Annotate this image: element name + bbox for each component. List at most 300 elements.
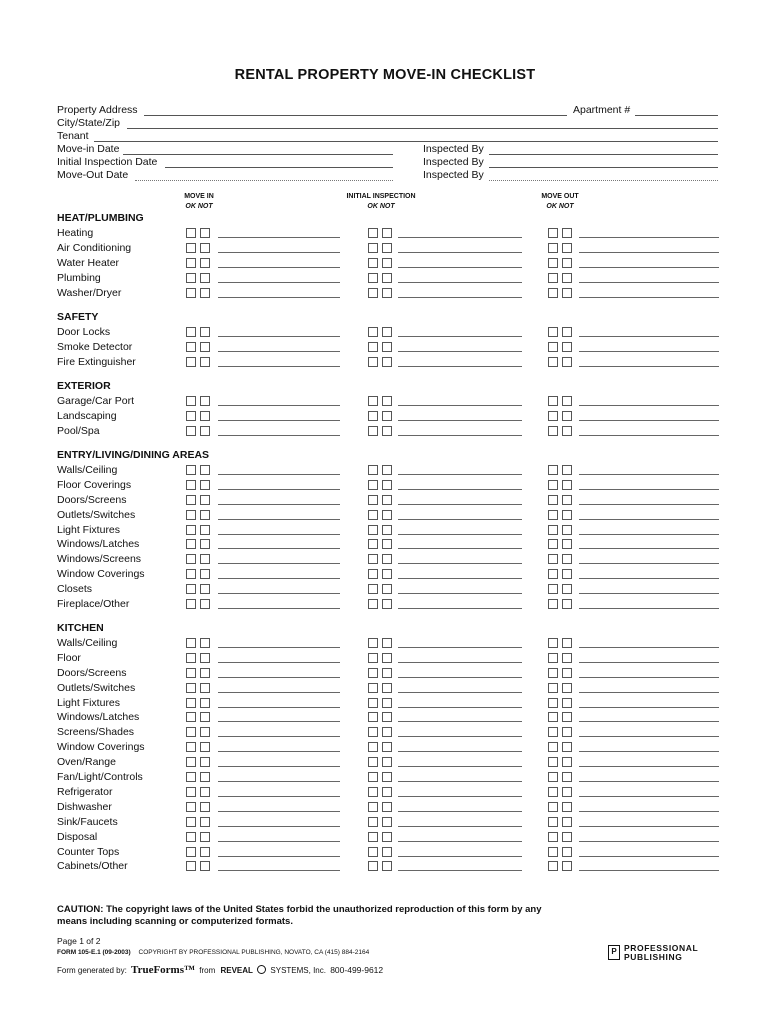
- move-out-not-checkbox[interactable]: [562, 525, 572, 535]
- initial-inspection-comment-line[interactable]: [398, 336, 522, 337]
- move-out-comment-line[interactable]: [579, 647, 719, 648]
- move-in-not-checkbox[interactable]: [200, 426, 210, 436]
- initial-inspection-not-checkbox[interactable]: [382, 861, 392, 871]
- move-in-ok-checkbox[interactable]: [186, 712, 196, 722]
- move-out-ok-checkbox[interactable]: [548, 584, 558, 594]
- move-in-ok-checkbox[interactable]: [186, 495, 196, 505]
- move-in-ok-checkbox[interactable]: [186, 396, 196, 406]
- move-out-ok-checkbox[interactable]: [548, 243, 558, 253]
- initial-inspection-ok-checkbox[interactable]: [368, 411, 378, 421]
- initial-inspection-ok-checkbox[interactable]: [368, 787, 378, 797]
- move-in-ok-checkbox[interactable]: [186, 802, 196, 812]
- move-in-ok-checkbox[interactable]: [186, 357, 196, 367]
- move-in-comment-line[interactable]: [218, 489, 340, 490]
- initial-inspection-ok-checkbox[interactable]: [368, 599, 378, 609]
- move-out-ok-checkbox[interactable]: [548, 411, 558, 421]
- move-out-ok-checkbox[interactable]: [548, 357, 558, 367]
- initial-inspection-not-checkbox[interactable]: [382, 465, 392, 475]
- move-out-not-checkbox[interactable]: [562, 495, 572, 505]
- move-in-not-checkbox[interactable]: [200, 653, 210, 663]
- move-out-not-checkbox[interactable]: [562, 584, 572, 594]
- move-in-ok-checkbox[interactable]: [186, 411, 196, 421]
- move-in-comment-line[interactable]: [218, 796, 340, 797]
- move-in-comment-line[interactable]: [218, 766, 340, 767]
- move-in-comment-line[interactable]: [218, 751, 340, 752]
- move-in-comment-line[interactable]: [218, 474, 340, 475]
- initial-inspection-ok-checkbox[interactable]: [368, 327, 378, 337]
- initial-inspection-not-checkbox[interactable]: [382, 273, 392, 283]
- initial-inspection-not-checkbox[interactable]: [382, 742, 392, 752]
- initial-inspection-not-checkbox[interactable]: [382, 288, 392, 298]
- initial-inspection-not-checkbox[interactable]: [382, 258, 392, 268]
- move-out-not-checkbox[interactable]: [562, 599, 572, 609]
- initial-inspection-comment-line[interactable]: [398, 366, 522, 367]
- initial-inspection-ok-checkbox[interactable]: [368, 832, 378, 842]
- move-out-not-checkbox[interactable]: [562, 258, 572, 268]
- move-in-not-checkbox[interactable]: [200, 727, 210, 737]
- move-in-ok-checkbox[interactable]: [186, 569, 196, 579]
- initial-inspection-ok-checkbox[interactable]: [368, 510, 378, 520]
- move-in-comment-line[interactable]: [218, 420, 340, 421]
- move-out-not-checkbox[interactable]: [562, 668, 572, 678]
- move-in-ok-checkbox[interactable]: [186, 510, 196, 520]
- move-in-comment-line[interactable]: [218, 435, 340, 436]
- move-in-comment-line[interactable]: [218, 692, 340, 693]
- move-in-not-checkbox[interactable]: [200, 683, 210, 693]
- move-in-ok-checkbox[interactable]: [186, 342, 196, 352]
- move-out-comment-line[interactable]: [579, 841, 719, 842]
- initial-inspection-comment-line[interactable]: [398, 593, 522, 594]
- move-in-ok-checkbox[interactable]: [186, 480, 196, 490]
- initial-inspection-not-checkbox[interactable]: [382, 510, 392, 520]
- initial-inspection-ok-checkbox[interactable]: [368, 712, 378, 722]
- move-out-ok-checkbox[interactable]: [548, 327, 558, 337]
- move-out-ok-checkbox[interactable]: [548, 772, 558, 782]
- initial-inspection-not-checkbox[interactable]: [382, 712, 392, 722]
- move-out-comment-line[interactable]: [579, 366, 719, 367]
- move-in-ok-checkbox[interactable]: [186, 698, 196, 708]
- move-in-not-checkbox[interactable]: [200, 539, 210, 549]
- initial-inspection-ok-checkbox[interactable]: [368, 668, 378, 678]
- move-in-comment-line[interactable]: [218, 662, 340, 663]
- move-in-not-checkbox[interactable]: [200, 742, 210, 752]
- initial-inspection-date-field[interactable]: [165, 167, 393, 168]
- initial-inspection-not-checkbox[interactable]: [382, 727, 392, 737]
- initial-inspection-ok-checkbox[interactable]: [368, 727, 378, 737]
- initial-inspection-comment-line[interactable]: [398, 781, 522, 782]
- initial-inspection-not-checkbox[interactable]: [382, 683, 392, 693]
- move-in-not-checkbox[interactable]: [200, 396, 210, 406]
- initial-inspection-ok-checkbox[interactable]: [368, 653, 378, 663]
- move-out-ok-checkbox[interactable]: [548, 426, 558, 436]
- move-out-ok-checkbox[interactable]: [548, 258, 558, 268]
- move-out-comment-line[interactable]: [579, 736, 719, 737]
- move-in-ok-checkbox[interactable]: [186, 847, 196, 857]
- initial-inspection-ok-checkbox[interactable]: [368, 465, 378, 475]
- move-in-comment-line[interactable]: [218, 237, 340, 238]
- move-out-comment-line[interactable]: [579, 336, 719, 337]
- move-out-comment-line[interactable]: [579, 237, 719, 238]
- move-in-ok-checkbox[interactable]: [186, 599, 196, 609]
- initial-inspection-ok-checkbox[interactable]: [368, 861, 378, 871]
- move-in-not-checkbox[interactable]: [200, 638, 210, 648]
- move-in-ok-checkbox[interactable]: [186, 832, 196, 842]
- move-in-not-checkbox[interactable]: [200, 495, 210, 505]
- move-in-ok-checkbox[interactable]: [186, 787, 196, 797]
- move-out-not-checkbox[interactable]: [562, 772, 572, 782]
- initial-inspection-not-checkbox[interactable]: [382, 426, 392, 436]
- initial-inspection-ok-checkbox[interactable]: [368, 584, 378, 594]
- move-out-not-checkbox[interactable]: [562, 712, 572, 722]
- move-out-comment-line[interactable]: [579, 856, 719, 857]
- inspected-by-field-3[interactable]: [489, 180, 718, 181]
- move-in-ok-checkbox[interactable]: [186, 273, 196, 283]
- move-out-comment-line[interactable]: [579, 252, 719, 253]
- initial-inspection-comment-line[interactable]: [398, 736, 522, 737]
- initial-inspection-comment-line[interactable]: [398, 662, 522, 663]
- move-in-ok-checkbox[interactable]: [186, 426, 196, 436]
- initial-inspection-ok-checkbox[interactable]: [368, 342, 378, 352]
- move-out-comment-line[interactable]: [579, 519, 719, 520]
- initial-inspection-not-checkbox[interactable]: [382, 342, 392, 352]
- move-out-not-checkbox[interactable]: [562, 273, 572, 283]
- move-out-not-checkbox[interactable]: [562, 742, 572, 752]
- initial-inspection-not-checkbox[interactable]: [382, 243, 392, 253]
- move-out-not-checkbox[interactable]: [562, 357, 572, 367]
- initial-inspection-ok-checkbox[interactable]: [368, 683, 378, 693]
- move-out-comment-line[interactable]: [579, 297, 719, 298]
- initial-inspection-comment-line[interactable]: [398, 297, 522, 298]
- move-in-comment-line[interactable]: [218, 405, 340, 406]
- initial-inspection-ok-checkbox[interactable]: [368, 554, 378, 564]
- move-out-comment-line[interactable]: [579, 420, 719, 421]
- move-out-ok-checkbox[interactable]: [548, 539, 558, 549]
- initial-inspection-comment-line[interactable]: [398, 692, 522, 693]
- city-state-zip-field[interactable]: [127, 128, 718, 129]
- move-out-not-checkbox[interactable]: [562, 228, 572, 238]
- move-out-comment-line[interactable]: [579, 707, 719, 708]
- move-in-not-checkbox[interactable]: [200, 554, 210, 564]
- move-in-not-checkbox[interactable]: [200, 802, 210, 812]
- move-out-not-checkbox[interactable]: [562, 480, 572, 490]
- move-out-ok-checkbox[interactable]: [548, 698, 558, 708]
- move-out-comment-line[interactable]: [579, 692, 719, 693]
- move-out-ok-checkbox[interactable]: [548, 668, 558, 678]
- tenant-field[interactable]: [94, 141, 718, 142]
- move-out-comment-line[interactable]: [579, 435, 719, 436]
- move-in-comment-line[interactable]: [218, 841, 340, 842]
- move-in-comment-line[interactable]: [218, 336, 340, 337]
- move-out-comment-line[interactable]: [579, 751, 719, 752]
- move-out-date-field[interactable]: [135, 180, 393, 181]
- initial-inspection-ok-checkbox[interactable]: [368, 288, 378, 298]
- move-out-not-checkbox[interactable]: [562, 539, 572, 549]
- move-out-not-checkbox[interactable]: [562, 802, 572, 812]
- move-in-not-checkbox[interactable]: [200, 288, 210, 298]
- initial-inspection-not-checkbox[interactable]: [382, 817, 392, 827]
- move-in-ok-checkbox[interactable]: [186, 727, 196, 737]
- move-out-comment-line[interactable]: [579, 677, 719, 678]
- move-out-not-checkbox[interactable]: [562, 683, 572, 693]
- initial-inspection-comment-line[interactable]: [398, 578, 522, 579]
- initial-inspection-ok-checkbox[interactable]: [368, 638, 378, 648]
- initial-inspection-ok-checkbox[interactable]: [368, 817, 378, 827]
- move-out-ok-checkbox[interactable]: [548, 342, 558, 352]
- initial-inspection-ok-checkbox[interactable]: [368, 480, 378, 490]
- move-in-ok-checkbox[interactable]: [186, 258, 196, 268]
- initial-inspection-ok-checkbox[interactable]: [368, 495, 378, 505]
- initial-inspection-not-checkbox[interactable]: [382, 525, 392, 535]
- move-out-comment-line[interactable]: [579, 504, 719, 505]
- move-in-comment-line[interactable]: [218, 563, 340, 564]
- move-out-comment-line[interactable]: [579, 282, 719, 283]
- initial-inspection-ok-checkbox[interactable]: [368, 757, 378, 767]
- move-in-not-checkbox[interactable]: [200, 258, 210, 268]
- initial-inspection-not-checkbox[interactable]: [382, 668, 392, 678]
- initial-inspection-not-checkbox[interactable]: [382, 599, 392, 609]
- move-out-comment-line[interactable]: [579, 662, 719, 663]
- move-out-ok-checkbox[interactable]: [548, 396, 558, 406]
- initial-inspection-comment-line[interactable]: [398, 870, 522, 871]
- move-out-ok-checkbox[interactable]: [548, 465, 558, 475]
- move-in-not-checkbox[interactable]: [200, 327, 210, 337]
- initial-inspection-not-checkbox[interactable]: [382, 554, 392, 564]
- move-out-not-checkbox[interactable]: [562, 465, 572, 475]
- move-in-comment-line[interactable]: [218, 351, 340, 352]
- move-in-not-checkbox[interactable]: [200, 847, 210, 857]
- initial-inspection-comment-line[interactable]: [398, 811, 522, 812]
- move-in-not-checkbox[interactable]: [200, 772, 210, 782]
- move-in-not-checkbox[interactable]: [200, 698, 210, 708]
- move-in-ok-checkbox[interactable]: [186, 861, 196, 871]
- move-out-not-checkbox[interactable]: [562, 327, 572, 337]
- move-in-not-checkbox[interactable]: [200, 599, 210, 609]
- move-out-ok-checkbox[interactable]: [548, 569, 558, 579]
- move-out-comment-line[interactable]: [579, 870, 719, 871]
- move-in-comment-line[interactable]: [218, 519, 340, 520]
- initial-inspection-comment-line[interactable]: [398, 504, 522, 505]
- move-in-comment-line[interactable]: [218, 856, 340, 857]
- move-in-comment-line[interactable]: [218, 707, 340, 708]
- move-in-comment-line[interactable]: [218, 781, 340, 782]
- move-in-not-checkbox[interactable]: [200, 787, 210, 797]
- move-in-comment-line[interactable]: [218, 267, 340, 268]
- move-in-not-checkbox[interactable]: [200, 357, 210, 367]
- initial-inspection-comment-line[interactable]: [398, 474, 522, 475]
- initial-inspection-comment-line[interactable]: [398, 841, 522, 842]
- initial-inspection-not-checkbox[interactable]: [382, 411, 392, 421]
- initial-inspection-not-checkbox[interactable]: [382, 396, 392, 406]
- move-in-ok-checkbox[interactable]: [186, 742, 196, 752]
- move-out-comment-line[interactable]: [579, 593, 719, 594]
- inspected-by-field-1[interactable]: [489, 154, 718, 155]
- move-in-comment-line[interactable]: [218, 721, 340, 722]
- initial-inspection-comment-line[interactable]: [398, 721, 522, 722]
- move-out-ok-checkbox[interactable]: [548, 847, 558, 857]
- initial-inspection-comment-line[interactable]: [398, 282, 522, 283]
- move-out-ok-checkbox[interactable]: [548, 554, 558, 564]
- move-out-ok-checkbox[interactable]: [548, 510, 558, 520]
- initial-inspection-ok-checkbox[interactable]: [368, 847, 378, 857]
- initial-inspection-comment-line[interactable]: [398, 489, 522, 490]
- initial-inspection-not-checkbox[interactable]: [382, 638, 392, 648]
- move-out-ok-checkbox[interactable]: [548, 653, 558, 663]
- move-out-comment-line[interactable]: [579, 721, 719, 722]
- move-out-ok-checkbox[interactable]: [548, 742, 558, 752]
- initial-inspection-ok-checkbox[interactable]: [368, 273, 378, 283]
- move-out-comment-line[interactable]: [579, 267, 719, 268]
- move-out-comment-line[interactable]: [579, 766, 719, 767]
- move-out-comment-line[interactable]: [579, 405, 719, 406]
- move-in-comment-line[interactable]: [218, 736, 340, 737]
- initial-inspection-ok-checkbox[interactable]: [368, 772, 378, 782]
- move-out-not-checkbox[interactable]: [562, 569, 572, 579]
- move-out-ok-checkbox[interactable]: [548, 495, 558, 505]
- move-out-ok-checkbox[interactable]: [548, 832, 558, 842]
- initial-inspection-ok-checkbox[interactable]: [368, 569, 378, 579]
- move-in-comment-line[interactable]: [218, 593, 340, 594]
- move-out-not-checkbox[interactable]: [562, 698, 572, 708]
- initial-inspection-ok-checkbox[interactable]: [368, 698, 378, 708]
- move-out-not-checkbox[interactable]: [562, 817, 572, 827]
- move-out-comment-line[interactable]: [579, 351, 719, 352]
- move-in-comment-line[interactable]: [218, 548, 340, 549]
- initial-inspection-comment-line[interactable]: [398, 707, 522, 708]
- apartment-field[interactable]: [635, 115, 718, 116]
- initial-inspection-not-checkbox[interactable]: [382, 847, 392, 857]
- move-out-not-checkbox[interactable]: [562, 638, 572, 648]
- move-in-comment-line[interactable]: [218, 811, 340, 812]
- move-out-comment-line[interactable]: [579, 489, 719, 490]
- move-in-comment-line[interactable]: [218, 282, 340, 283]
- initial-inspection-ok-checkbox[interactable]: [368, 742, 378, 752]
- move-out-comment-line[interactable]: [579, 563, 719, 564]
- move-out-ok-checkbox[interactable]: [548, 599, 558, 609]
- move-out-comment-line[interactable]: [579, 578, 719, 579]
- initial-inspection-comment-line[interactable]: [398, 351, 522, 352]
- move-in-ok-checkbox[interactable]: [186, 554, 196, 564]
- move-in-comment-line[interactable]: [218, 366, 340, 367]
- move-in-comment-line[interactable]: [218, 297, 340, 298]
- move-out-not-checkbox[interactable]: [562, 832, 572, 842]
- move-in-ok-checkbox[interactable]: [186, 539, 196, 549]
- initial-inspection-not-checkbox[interactable]: [382, 584, 392, 594]
- initial-inspection-not-checkbox[interactable]: [382, 772, 392, 782]
- move-in-ok-checkbox[interactable]: [186, 525, 196, 535]
- move-in-comment-line[interactable]: [218, 534, 340, 535]
- move-out-not-checkbox[interactable]: [562, 243, 572, 253]
- move-in-not-checkbox[interactable]: [200, 569, 210, 579]
- move-in-not-checkbox[interactable]: [200, 273, 210, 283]
- move-out-not-checkbox[interactable]: [562, 342, 572, 352]
- initial-inspection-comment-line[interactable]: [398, 796, 522, 797]
- initial-inspection-ok-checkbox[interactable]: [368, 243, 378, 253]
- move-in-ok-checkbox[interactable]: [186, 772, 196, 782]
- move-out-ok-checkbox[interactable]: [548, 712, 558, 722]
- move-in-not-checkbox[interactable]: [200, 817, 210, 827]
- initial-inspection-comment-line[interactable]: [398, 519, 522, 520]
- initial-inspection-not-checkbox[interactable]: [382, 495, 392, 505]
- initial-inspection-ok-checkbox[interactable]: [368, 396, 378, 406]
- move-out-comment-line[interactable]: [579, 826, 719, 827]
- initial-inspection-not-checkbox[interactable]: [382, 357, 392, 367]
- initial-inspection-comment-line[interactable]: [398, 435, 522, 436]
- move-in-not-checkbox[interactable]: [200, 584, 210, 594]
- move-in-ok-checkbox[interactable]: [186, 584, 196, 594]
- initial-inspection-comment-line[interactable]: [398, 751, 522, 752]
- move-in-date-field[interactable]: [123, 154, 393, 155]
- move-out-comment-line[interactable]: [579, 548, 719, 549]
- move-out-not-checkbox[interactable]: [562, 727, 572, 737]
- move-out-ok-checkbox[interactable]: [548, 861, 558, 871]
- initial-inspection-not-checkbox[interactable]: [382, 480, 392, 490]
- initial-inspection-comment-line[interactable]: [398, 405, 522, 406]
- move-out-ok-checkbox[interactable]: [548, 757, 558, 767]
- move-out-not-checkbox[interactable]: [562, 847, 572, 857]
- move-in-ok-checkbox[interactable]: [186, 327, 196, 337]
- move-out-not-checkbox[interactable]: [562, 426, 572, 436]
- move-in-not-checkbox[interactable]: [200, 411, 210, 421]
- inspected-by-field-2[interactable]: [489, 167, 718, 168]
- initial-inspection-ok-checkbox[interactable]: [368, 426, 378, 436]
- move-in-comment-line[interactable]: [218, 578, 340, 579]
- move-out-ok-checkbox[interactable]: [548, 288, 558, 298]
- move-out-not-checkbox[interactable]: [562, 861, 572, 871]
- move-out-not-checkbox[interactable]: [562, 757, 572, 767]
- move-in-not-checkbox[interactable]: [200, 861, 210, 871]
- initial-inspection-comment-line[interactable]: [398, 548, 522, 549]
- initial-inspection-not-checkbox[interactable]: [382, 832, 392, 842]
- move-out-not-checkbox[interactable]: [562, 787, 572, 797]
- initial-inspection-comment-line[interactable]: [398, 677, 522, 678]
- move-in-comment-line[interactable]: [218, 826, 340, 827]
- move-out-not-checkbox[interactable]: [562, 396, 572, 406]
- move-in-ok-checkbox[interactable]: [186, 757, 196, 767]
- move-in-comment-line[interactable]: [218, 647, 340, 648]
- move-in-not-checkbox[interactable]: [200, 342, 210, 352]
- move-in-comment-line[interactable]: [218, 252, 340, 253]
- move-in-not-checkbox[interactable]: [200, 832, 210, 842]
- move-in-ok-checkbox[interactable]: [186, 683, 196, 693]
- move-in-ok-checkbox[interactable]: [186, 638, 196, 648]
- initial-inspection-not-checkbox[interactable]: [382, 569, 392, 579]
- move-out-not-checkbox[interactable]: [562, 653, 572, 663]
- move-out-comment-line[interactable]: [579, 796, 719, 797]
- move-in-ok-checkbox[interactable]: [186, 653, 196, 663]
- initial-inspection-ok-checkbox[interactable]: [368, 525, 378, 535]
- move-out-not-checkbox[interactable]: [562, 288, 572, 298]
- move-out-comment-line[interactable]: [579, 608, 719, 609]
- move-out-ok-checkbox[interactable]: [548, 228, 558, 238]
- initial-inspection-not-checkbox[interactable]: [382, 327, 392, 337]
- move-out-ok-checkbox[interactable]: [548, 727, 558, 737]
- property-address-field[interactable]: [144, 115, 567, 116]
- initial-inspection-not-checkbox[interactable]: [382, 653, 392, 663]
- move-in-comment-line[interactable]: [218, 504, 340, 505]
- move-out-comment-line[interactable]: [579, 534, 719, 535]
- move-in-ok-checkbox[interactable]: [186, 228, 196, 238]
- initial-inspection-comment-line[interactable]: [398, 766, 522, 767]
- move-out-ok-checkbox[interactable]: [548, 638, 558, 648]
- initial-inspection-not-checkbox[interactable]: [382, 539, 392, 549]
- initial-inspection-comment-line[interactable]: [398, 647, 522, 648]
- move-in-not-checkbox[interactable]: [200, 668, 210, 678]
- move-in-ok-checkbox[interactable]: [186, 288, 196, 298]
- move-out-ok-checkbox[interactable]: [548, 787, 558, 797]
- move-out-not-checkbox[interactable]: [562, 510, 572, 520]
- initial-inspection-ok-checkbox[interactable]: [368, 228, 378, 238]
- initial-inspection-not-checkbox[interactable]: [382, 228, 392, 238]
